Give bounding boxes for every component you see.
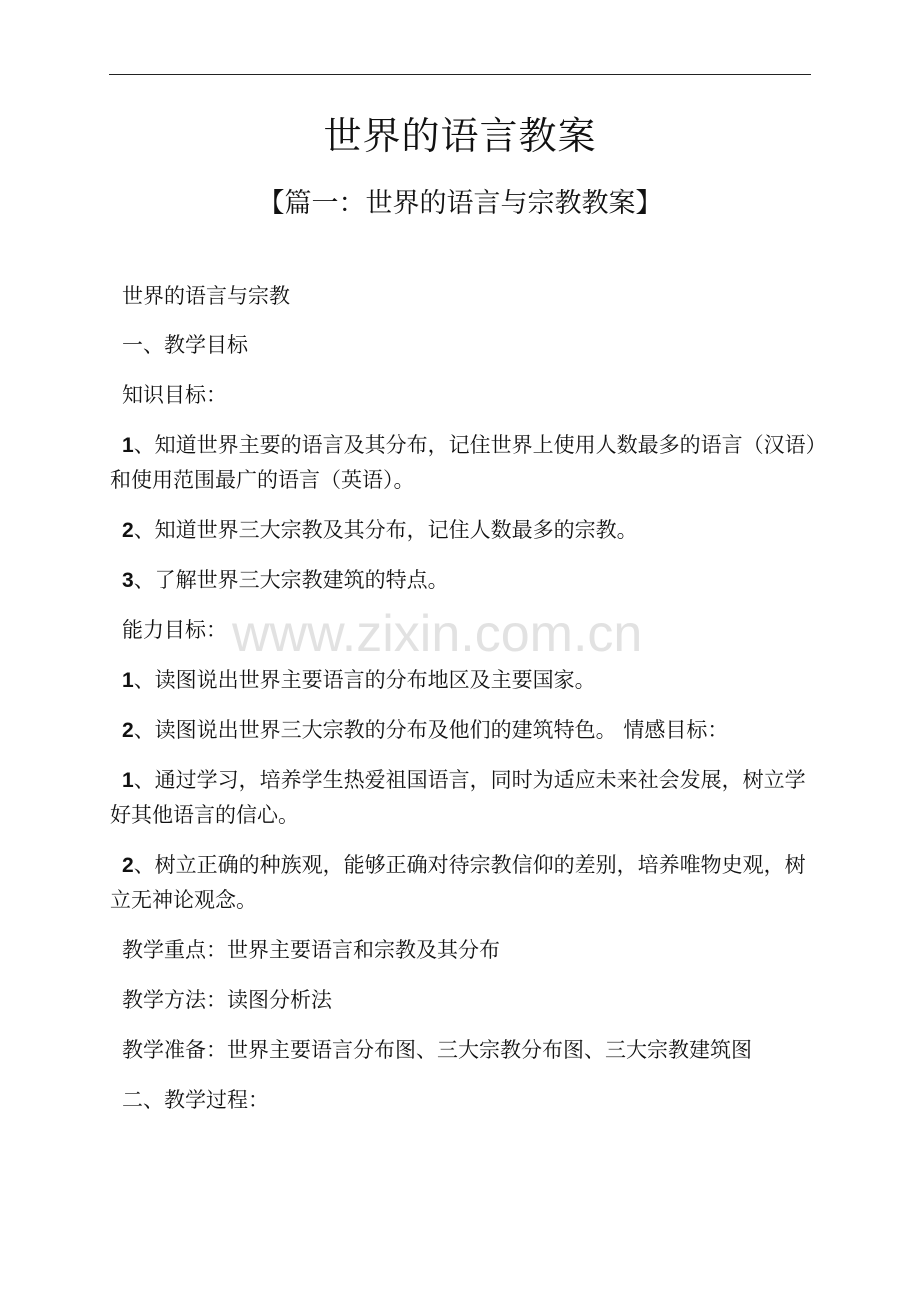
- watermark-text: www.zixin.com.cn: [232, 605, 643, 663]
- item-text: 、知道世界三大宗教及其分布，记住人数最多的宗教。: [133, 518, 638, 542]
- teaching-key-point: 教学重点：世界主要语言和宗教及其分布: [122, 938, 500, 962]
- item-text: 、读图说出世界主要语言的分布地区及主要国家。: [133, 668, 596, 692]
- document-subtitle: 【篇一：世界的语言与宗教教案】: [257, 188, 663, 219]
- teaching-method: 教学方法：读图分析法: [122, 988, 332, 1012]
- knowledge-item-3: [122, 563, 449, 598]
- item-text: 、知道世界主要的语言及其分布，记住世界上使用人数最多的语言（汉语）和使用范围最广的语言（英语）。: [110, 433, 817, 492]
- item-number: 1: [122, 434, 134, 457]
- knowledge-item-1: [110, 428, 818, 497]
- item-text: 、读图说出世界三大宗教的分布及他们的建筑特色。 情感目标：: [133, 718, 729, 742]
- item-number: 2: [122, 719, 134, 742]
- item-text: 、树立正确的种族观，能够正确对待宗教信仰的差别，培养唯物史观，树立无神论观念。: [110, 853, 806, 912]
- item-number: 2: [122, 519, 134, 542]
- header-rule: [109, 74, 811, 75]
- section-title-objectives: 一、教学目标: [122, 333, 248, 357]
- item-text: 、了解世界三大宗教建筑的特点。: [133, 568, 449, 592]
- body-heading: 世界的语言与宗教: [122, 284, 290, 308]
- ability-item-2: [122, 713, 728, 748]
- teaching-preparation: 教学准备：世界主要语言分布图、三大宗教分布图、三大宗教建筑图: [122, 1038, 752, 1062]
- section-title-process: 二、教学过程：: [122, 1088, 269, 1112]
- item-number: 3: [122, 569, 134, 592]
- item-number: 2: [122, 854, 134, 877]
- knowledge-objectives-label: 知识目标：: [122, 383, 227, 407]
- ability-objectives-label: 能力目标：: [122, 618, 227, 642]
- ability-item-1: [122, 663, 596, 698]
- item-number: 1: [122, 769, 134, 792]
- emotion-item-1: [110, 763, 818, 832]
- emotion-item-2: [110, 848, 818, 917]
- item-number: 1: [122, 669, 134, 692]
- item-text: 、通过学习，培养学生热爱祖国语言，同时为适应未来社会发展，树立学好其他语言的信心。: [110, 768, 806, 827]
- document-title: 世界的语言教案: [323, 114, 597, 158]
- knowledge-item-2: [122, 513, 638, 548]
